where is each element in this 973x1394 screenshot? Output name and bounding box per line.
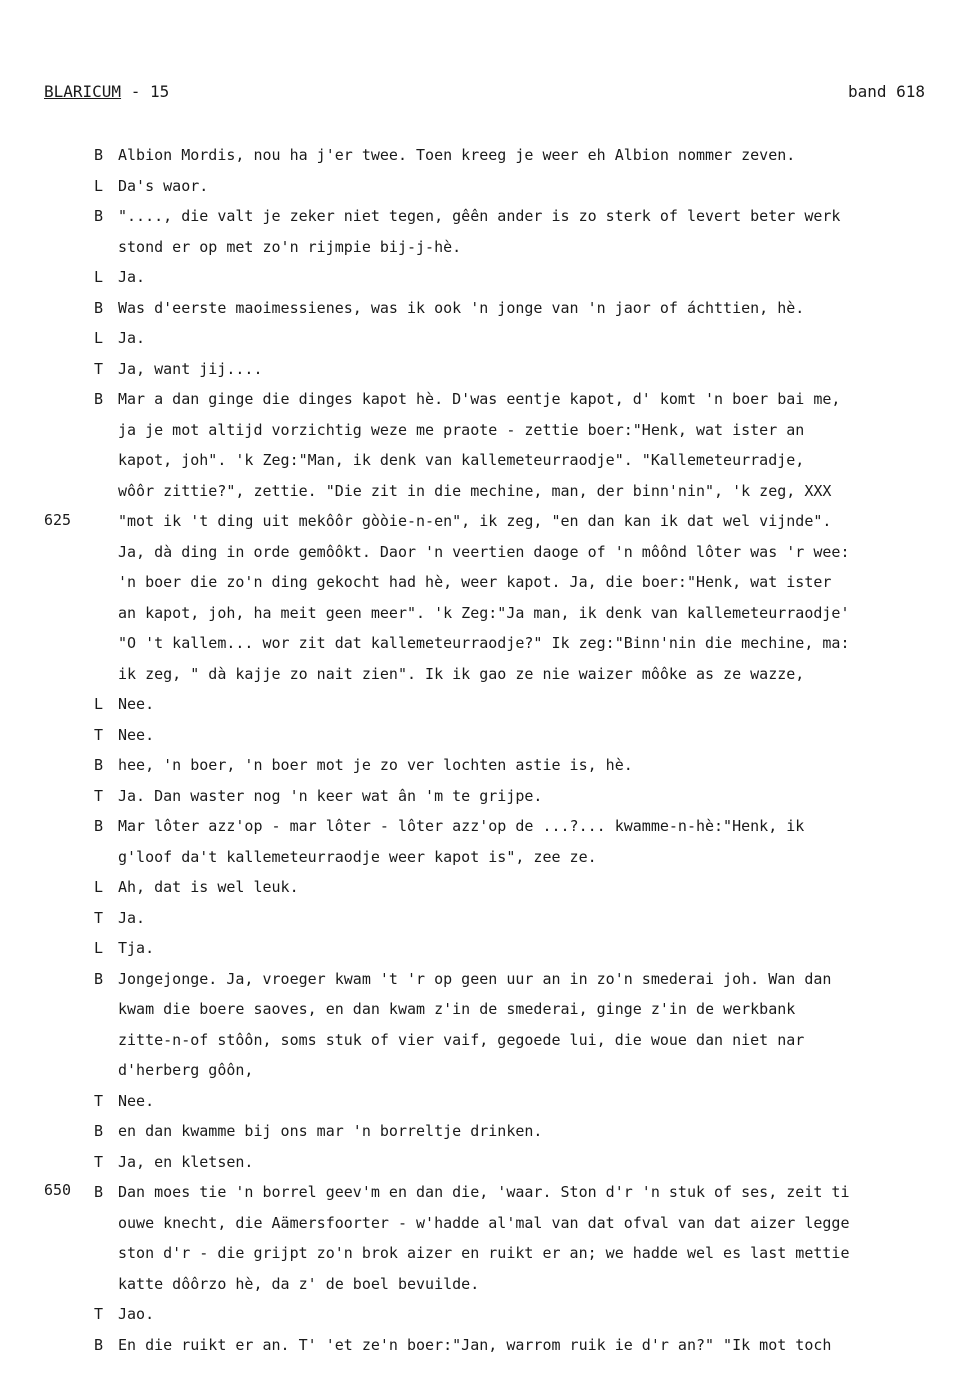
location-title: BLARICUM [44, 82, 122, 101]
page-number: - 15 [121, 82, 170, 101]
speaker-label: B [94, 390, 104, 408]
transcript-line: wôôr zittie?", zettie. "Die zit in die mechine, man, der binn'nin", 'k zeg, XXX [118, 482, 832, 500]
transcript-line: ouwe knecht, die Aämersfoorter - w'hadde al'mal van dat ofval van dat aizer legge [118, 1214, 850, 1232]
speaker-label: B [94, 1183, 104, 1201]
transcript-line: Da's waor. [118, 177, 209, 195]
transcript-line: Ja, en kletsen. [118, 1153, 254, 1171]
speaker-label: B [94, 1122, 104, 1140]
transcript-line: Ja, dà ding in orde gemôôkt. Daor 'n veertien daoge of 'n môônd lôter was 'r wee: [118, 543, 850, 561]
speaker-label: L [94, 939, 104, 957]
transcript-line: katte dôôrzo hè, da z' de boel bevuilde. [118, 1275, 480, 1293]
transcript-line: Albion Mordis, nou ha j'er twee. Toen kreeg je weer eh Albion nommer zeven. [118, 146, 796, 164]
transcript-line: Ja. [118, 909, 146, 927]
speaker-label: T [94, 726, 104, 744]
speaker-label: B [94, 146, 104, 164]
speaker-label: L [94, 878, 104, 896]
speaker-label: B [94, 970, 104, 988]
transcript-line: Ja. Dan waster nog 'n keer wat ân 'm te grijpe. [118, 787, 543, 805]
transcript-line: kapot, joh". 'k Zeg:"Man, ik denk van kallemeteurraodje". "Kallemeteurradje, [118, 451, 805, 469]
speaker-label: B [94, 1336, 104, 1354]
speaker-label: T [94, 1092, 104, 1110]
speaker-label: L [94, 268, 104, 286]
transcript-line: Was d'eerste maoimessienes, was ik ook 'n jonge van 'n jaor of áchttien, hè. [118, 299, 805, 317]
tape-number: band 618 [847, 82, 925, 101]
transcript-line: 'n boer die zo'n ding gekocht had hè, weer kapot. Ja, die boer:"Henk, wat ister [118, 573, 832, 591]
transcript-line: ik zeg, " dà kajje zo nait zien". Ik ik gao ze nie waizer môôke as ze wazze, [118, 665, 805, 683]
transcript-line: ston d'r - die grijpt zo'n brok aizer en ruikt er an; we hadde wel es last mettie [118, 1244, 850, 1262]
speaker-label: T [94, 787, 104, 805]
transcript-line: Mar lôter azz'op - mar lôter - lôter azz'op de ...?... kwamme-n-hè:"Henk, ik [118, 817, 805, 835]
transcript-line: En die ruikt er an. T' 'et ze'n boer:"Jan, warrom ruik ie d'r an?" "Ik mot toch [118, 1336, 832, 1354]
transcript-line: g'loof da't kallemeteurraodje weer kapot is", zee ze. [118, 848, 597, 866]
speaker-label: B [94, 756, 104, 774]
speaker-label: T [94, 1305, 104, 1323]
transcript-line: Ja, want jij.... [118, 360, 263, 378]
transcript-line: "O 't kallem... wor zit dat kallemeteurraodje?" Ik zeg:"Binn'nin die mechine, ma: [118, 634, 850, 652]
transcript-line: "mot ik 't ding uit mekôôr gòòie-n-en", ik zeg, "en dan kan ik dat wel vijnde". [118, 512, 832, 530]
speaker-label: T [94, 360, 104, 378]
transcript-line: zitte-n-of stôôn, soms stuk of vier vaif, gegoede lui, die woue dan niet nar [118, 1031, 805, 1049]
transcript-line: an kapot, joh, ha meit geen meer". 'k Zeg:"Ja man, ik denk van kallemeteurraodje' [118, 604, 850, 622]
transcript-line: ja je mot altijd vorzichtig weze me praote - zettie boer:"Henk, wat ister an [118, 421, 805, 439]
speaker-label: L [94, 329, 104, 347]
transcript-line: Jao. [118, 1305, 155, 1323]
transcript-line: Nee. [118, 695, 155, 713]
transcript-line: Ja. [118, 329, 146, 347]
speaker-label: L [94, 177, 104, 195]
transcript-line: Nee. [118, 726, 155, 744]
page-header-left [44, 82, 169, 101]
line-number-marker: 650 [44, 1181, 72, 1199]
transcript-line: Tja. [118, 939, 155, 957]
transcript-line: Mar a dan ginge die dinges kapot hè. D'was eentje kapot, d' komt 'n boer bai me, [118, 390, 841, 408]
transcript-line: stond er op met zo'n rijmpie bij-j-hè. [118, 238, 462, 256]
transcript-line: Ja. [118, 268, 146, 286]
transcript-line: "...., die valt je zeker niet tegen, gêên ander is zo sterk of levert beter werk [118, 207, 841, 225]
line-number-marker: 625 [44, 511, 72, 529]
speaker-label: B [94, 207, 104, 225]
transcript-line: hee, 'n boer, 'n boer mot je zo ver lochten astie is, hè. [118, 756, 633, 774]
transcript-line: Dan moes tie 'n borrel geev'm en dan die, 'waar. Ston d'r 'n stuk of ses, zeit ti [118, 1183, 850, 1201]
speaker-label: L [94, 695, 104, 713]
speaker-label: T [94, 1153, 104, 1171]
transcript-line: Jongejonge. Ja, vroeger kwam 't 'r op geen uur an in zo'n smederai joh. Wan dan [118, 970, 832, 988]
transcript-line: Ah, dat is wel leuk. [118, 878, 299, 896]
transcript-line: Nee. [118, 1092, 155, 1110]
transcript-line: en dan kwamme bij ons mar 'n borreltje drinken. [118, 1122, 543, 1140]
transcript-line: d'herberg gôôn, [118, 1061, 254, 1079]
transcript-line: kwam die boere saoves, en dan kwam z'in de smederai, ginge z'in de werkbank [118, 1000, 796, 1018]
speaker-label: B [94, 299, 104, 317]
speaker-label: T [94, 909, 104, 927]
speaker-label: B [94, 817, 104, 835]
